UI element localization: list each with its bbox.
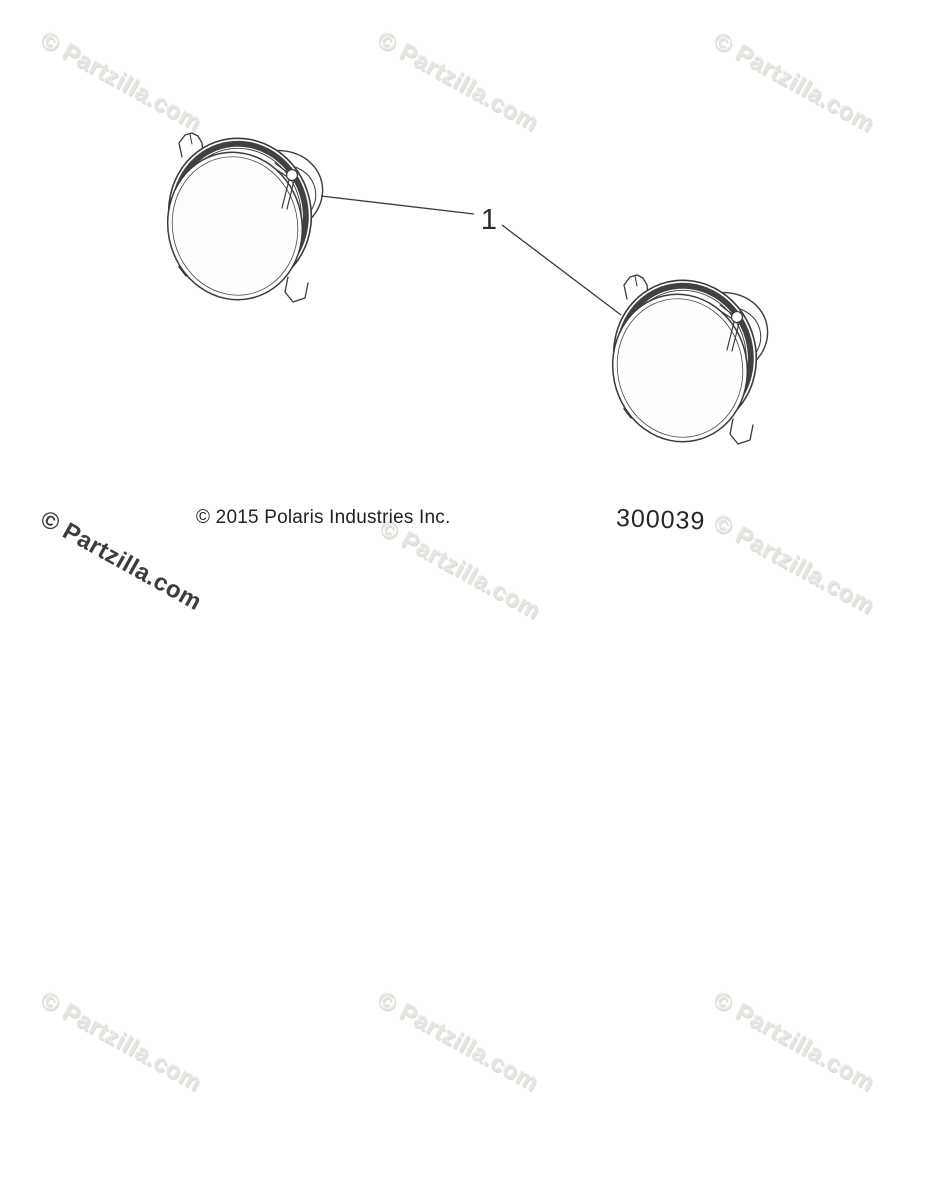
partzilla-watermark: © Partzilla.com: [35, 986, 207, 1098]
callout-1-label: 1: [480, 204, 498, 236]
leader-lines: [321, 196, 621, 315]
partzilla-watermark: © Partzilla.com: [372, 986, 544, 1098]
partzilla-watermark: © Partzilla.com: [372, 26, 544, 138]
partzilla-watermark: © Partzilla.com: [374, 514, 546, 626]
headlight-left-illustration: [153, 123, 333, 312]
part-number: 300039: [615, 504, 706, 536]
leader-line: [321, 196, 474, 214]
headlight-right-illustration: [598, 265, 778, 454]
partzilla-watermark: © Partzilla.com: [35, 505, 207, 617]
partzilla-watermark: © Partzilla.com: [708, 986, 880, 1098]
leader-line: [502, 225, 621, 315]
diagram-canvas: [0, 0, 933, 560]
partzilla-watermark: © Partzilla.com: [35, 26, 207, 138]
partzilla-watermark: © Partzilla.com: [708, 509, 880, 621]
copyright-text: © 2015 Polaris Industries Inc.: [196, 507, 451, 528]
partzilla-watermark: © Partzilla.com: [708, 27, 880, 139]
